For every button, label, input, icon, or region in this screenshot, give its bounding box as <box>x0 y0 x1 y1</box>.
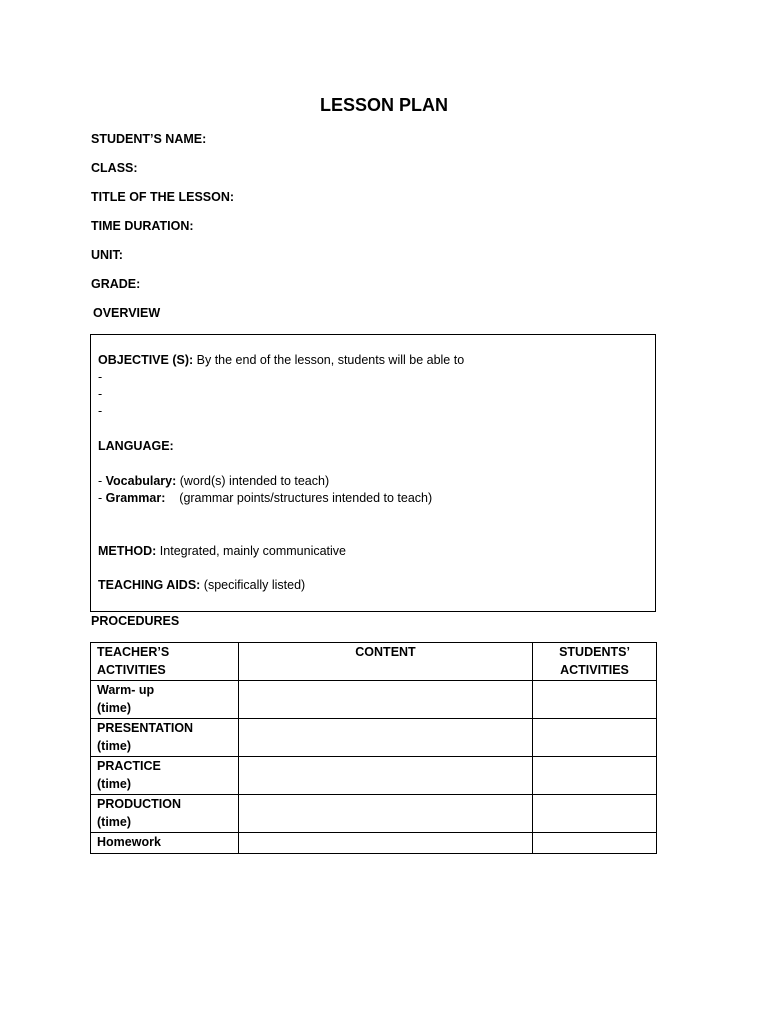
objective-text: By the end of the lesson, students will be able to <box>193 353 465 367</box>
overview-label: OVERVIEW <box>93 306 161 320</box>
table-row <box>91 681 657 719</box>
students-activities-cell[interactable] <box>533 757 657 795</box>
teachers-activities-header: TEACHER’S ACTIVITIES <box>91 643 239 681</box>
content-cell[interactable] <box>239 757 533 795</box>
activity-name: PRESENTATION <box>97 721 194 735</box>
activity-time: (time) <box>97 700 132 715</box>
students-activities-cell[interactable] <box>533 681 657 719</box>
vocabulary-text: (word(s) intended to teach) <box>176 474 330 488</box>
table-row <box>91 833 657 854</box>
objective-line <box>98 353 464 367</box>
students-activities-cell[interactable] <box>533 719 657 757</box>
objective-label: OBJECTIVE (S): <box>98 353 194 367</box>
students-activities-cell[interactable] <box>533 795 657 833</box>
grammar-line <box>98 491 432 505</box>
procedures-table <box>90 642 657 854</box>
method-text: Integrated, mainly communicative <box>156 544 346 558</box>
content-header: CONTENT <box>239 643 533 681</box>
activity-time: (time) <box>97 814 132 829</box>
activity-time: (time) <box>97 776 132 791</box>
vocabulary-label: Vocabulary: <box>105 474 177 488</box>
activity-name: PRACTICE <box>97 759 161 773</box>
content-cell[interactable] <box>239 833 533 854</box>
vocabulary-line <box>98 474 329 488</box>
teaching-aids-label: TEACHING AIDS: <box>98 578 201 592</box>
activity-name: Homework <box>97 835 161 849</box>
grammar-prefix: - <box>98 491 106 505</box>
students-header-line2: ACTIVITIES <box>560 662 629 677</box>
title-of-lesson-label: TITLE OF THE LESSON: <box>91 190 235 204</box>
vocabulary-prefix: - <box>98 474 106 488</box>
students-activities-cell[interactable] <box>533 833 657 854</box>
language-label: LANGUAGE: <box>98 439 174 453</box>
table-header-row <box>91 643 657 681</box>
teaching-aids-text: (specifically listed) <box>200 578 306 592</box>
content-cell[interactable] <box>239 795 533 833</box>
activity-cell <box>91 757 239 795</box>
teaching-aids-line <box>98 578 305 592</box>
students-name-label: STUDENT’S NAME: <box>91 132 207 146</box>
time-duration-label: TIME DURATION: <box>91 219 194 233</box>
activity-name: PRODUCTION <box>97 797 182 811</box>
objective-bullet: - <box>98 404 103 418</box>
procedures-label: PROCEDURES <box>91 614 180 628</box>
table-row <box>91 757 657 795</box>
students-header-line1: STUDENTS’ <box>559 645 630 659</box>
grammar-label: Grammar: <box>105 491 166 505</box>
content-cell[interactable] <box>239 719 533 757</box>
unit-label: UNIT: <box>91 248 123 262</box>
activity-cell <box>91 795 239 833</box>
objective-bullet: - <box>98 387 103 401</box>
grade-label: GRADE: <box>91 277 141 291</box>
activity-name: Warm- up <box>97 683 155 697</box>
activity-time: (time) <box>97 738 132 753</box>
overview-box <box>90 334 656 612</box>
table-row <box>91 719 657 757</box>
table-row <box>91 795 657 833</box>
method-line <box>98 544 346 558</box>
method-label: METHOD: <box>98 544 157 558</box>
grammar-text: (grammar points/structures intended to teach) <box>165 491 433 505</box>
activity-cell <box>91 719 239 757</box>
students-activities-header <box>533 643 657 681</box>
class-label: CLASS: <box>91 161 138 175</box>
activity-cell <box>91 833 239 854</box>
objective-bullet: - <box>98 370 103 384</box>
content-cell[interactable] <box>239 681 533 719</box>
activity-cell <box>91 681 239 719</box>
page-title: LESSON PLAN <box>319 95 448 115</box>
